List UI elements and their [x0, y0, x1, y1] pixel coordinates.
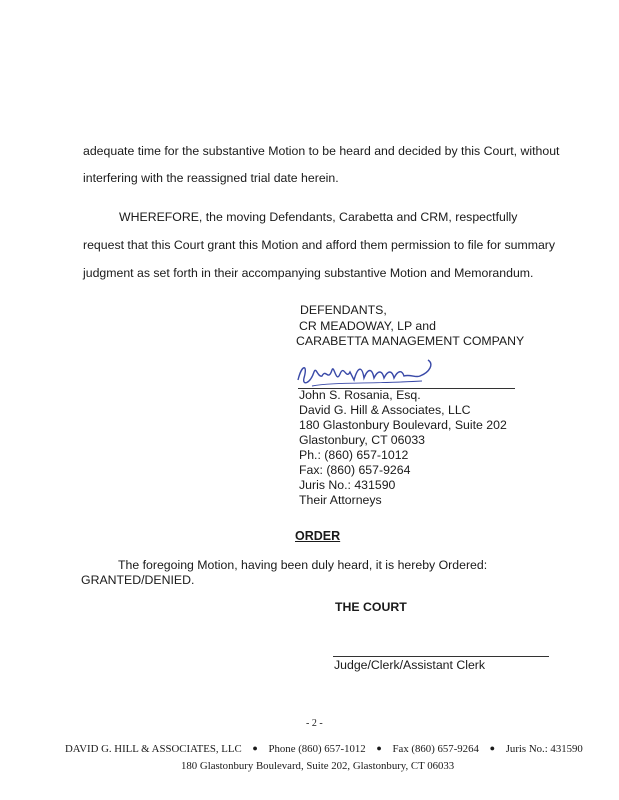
- page-number: - 2 -: [306, 718, 323, 729]
- body-text-line: interfering with the reassigned trial date herein.: [83, 171, 339, 185]
- body-text-line: request that this Court grant this Motion and afford them permission to file for summary: [83, 238, 556, 252]
- juris-number: Juris No.: 431590: [299, 478, 396, 492]
- court-label: THE COURT: [335, 600, 407, 614]
- footer-phone: Phone (860) 657-1012: [268, 743, 366, 755]
- attorney-role: Their Attorneys: [299, 493, 382, 507]
- party-name: CARABETTA MANAGEMENT COMPANY: [296, 334, 525, 348]
- fax-number: Fax: (860) 657-9264: [299, 463, 411, 477]
- signature: [292, 356, 442, 392]
- order-text: The foregoing Motion, having been duly heard, it is hereby Ordered:: [118, 558, 488, 572]
- address-line: Glastonbury, CT 06033: [299, 433, 426, 447]
- body-text-line: WHEREFORE, the moving Defendants, Carabetta and CRM, respectfully: [119, 210, 518, 224]
- bullet-icon: ●: [252, 743, 258, 753]
- order-title: ORDER: [295, 529, 341, 543]
- order-ruling: GRANTED/DENIED.: [81, 573, 195, 587]
- footer-juris: Juris No.: 431590: [505, 743, 583, 755]
- defendants-label: DEFENDANTS,: [300, 303, 387, 317]
- bullet-icon: ●: [376, 743, 382, 753]
- address-line: 180 Glastonbury Boulevard, Suite 202: [299, 418, 507, 432]
- footer-firm: DAVID G. HILL & ASSOCIATES, LLC: [65, 743, 242, 755]
- body-text-line: judgment as set forth in their accompanying substantive Motion and Memorandum.: [83, 266, 534, 280]
- phone-number: Ph.: (860) 657-1012: [299, 448, 409, 462]
- judge-signature-line: [333, 656, 549, 657]
- attorney-name: John S. Rosania, Esq.: [299, 388, 421, 402]
- body-text-line: adequate time for the substantive Motion to be heard and decided by this Court, without: [83, 144, 560, 158]
- footer-address: 180 Glastonbury Boulevard, Suite 202, Glastonbury, CT 06033: [181, 760, 455, 772]
- bullet-icon: ●: [489, 743, 496, 753]
- firm-name: David G. Hill & Associates, LLC: [299, 403, 471, 417]
- footer-letterhead: [65, 743, 583, 755]
- judge-label: Judge/Clerk/Assistant Clerk: [334, 658, 486, 672]
- footer-fax: Fax (860) 657-9264: [392, 743, 479, 755]
- party-name: CR MEADOWAY, LP and: [299, 319, 436, 333]
